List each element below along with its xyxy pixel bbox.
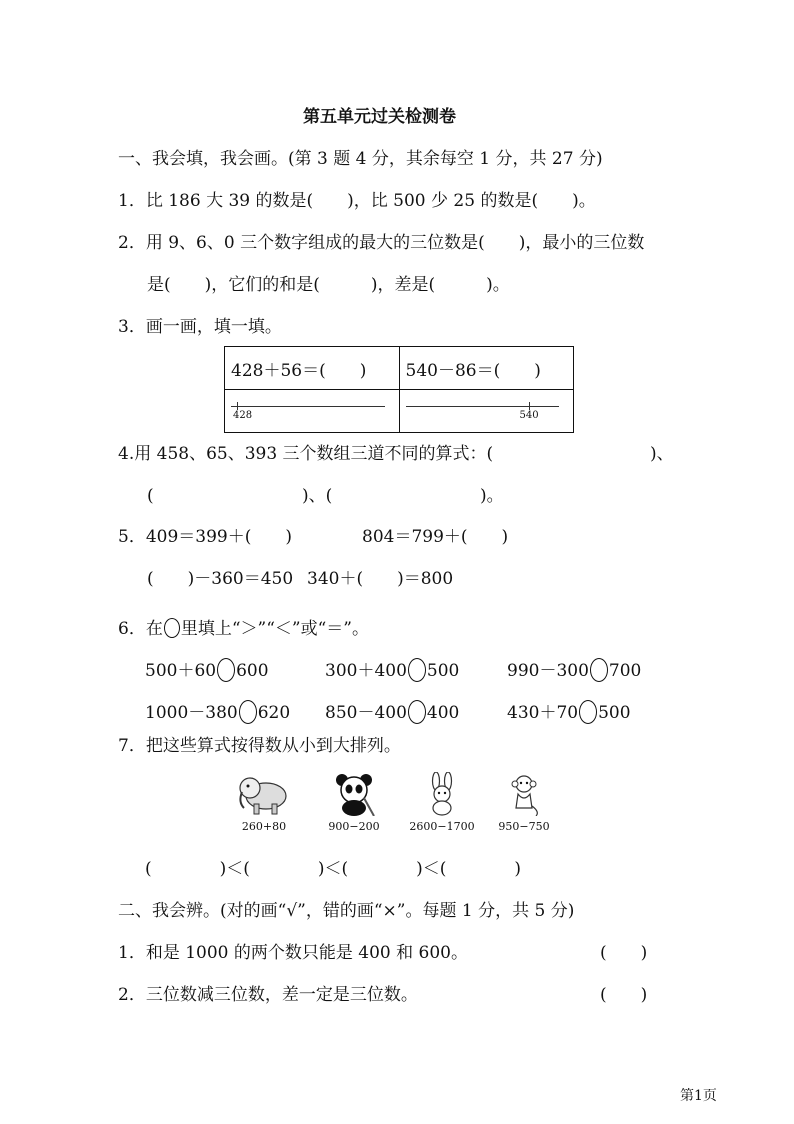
compare-right: 620 [257,703,291,723]
animal-card-elephant [224,772,304,833]
left-number-line [231,390,393,432]
compare-left: 300＋400 [325,661,407,681]
animal-card-panda [314,772,394,833]
animal-card-rabbit [402,772,482,833]
question-1-1: 1．比 186 大 39 的数是( )，比 500 少 25 的数是( )。 [118,191,596,211]
compare-left: 850－400 [325,703,407,723]
compare-left: 1000－380 [145,703,238,723]
compare-item [507,700,631,724]
compare-right: 500 [598,703,631,723]
question-1-5-a: 5．409＝399＋( ) [118,527,292,547]
compare-item [145,700,290,724]
question-1-2-line2: 是( )，它们的和是( )，差是( )。 [147,275,510,295]
question-1-6 [118,618,369,638]
compare-left: 990－300 [507,661,589,681]
compare-item [507,658,641,682]
section1-heading: 一、我会填，我会画。(第 3 题 4 分，其余每空 1 分，共 27 分) [118,149,603,169]
question-1-4-line1: 4.用 458、65、393 三个数组三道不同的算式：( [118,444,494,464]
animal-card-monkey [484,772,564,833]
question-1-5-b: 804＝799＋( ) [362,527,509,547]
animal-expression: 900−200 [328,820,380,833]
right-number-line-label: 540 [519,410,539,421]
compare-oval-input[interactable] [579,700,597,724]
question-1-4-line2-open: ( [147,486,154,506]
compare-item [325,700,459,724]
compare-oval-input[interactable] [217,658,235,682]
left-number-line-label: 428 [233,410,253,421]
right-expression: 540－86＝( ) [399,347,574,390]
compare-right: 700 [608,661,642,681]
compare-left: 430＋70 [507,703,579,723]
compare-left: 500＋60 [145,661,217,681]
question-1-6-prefix: 6．在 [118,619,163,639]
compare-oval-input[interactable] [408,700,426,724]
question-1-4-line1-end: )、 [650,444,674,464]
number-line-table [224,346,574,433]
left-expression: 428＋56＝( ) [225,347,400,390]
compare-item [145,658,269,682]
page-number: 第1页 [680,1088,717,1104]
question-1-3: 3．画一画，填一填。 [118,317,282,337]
question-1-4-line2-end: )。 [480,486,504,506]
compare-right: 600 [236,661,269,681]
question-2-2: 2．三位数减三位数，差一定是三位数。 [118,985,418,1005]
right-number-line-cell [399,390,574,433]
compare-right: 500 [426,661,460,681]
monkey-icon [504,772,544,816]
compare-item [325,658,459,682]
question-1-4-line2-mid: )、( [302,486,333,506]
question-1-5-c: ( )－360＝450 [147,569,294,589]
right-number-line [406,390,568,432]
question-1-2-line1: 2．用 9、6、0 三个数字组成的最大的三位数是( )，最小的三位数 [118,233,645,253]
rabbit-icon [422,772,462,816]
compare-oval-input[interactable] [590,658,608,682]
page-title: 第五单元过关检测卷 [303,107,456,127]
animal-cards [236,772,566,842]
question-1-7-order: ( )＜( )＜( )＜( ) [145,859,522,879]
question-1-7: 7．把这些算式按得数从小到大排列。 [118,736,401,756]
question-1-6-suffix: 里填上“＞”“＜”或“＝”。 [180,619,369,639]
left-number-line-cell [225,390,400,433]
animal-expression: 2600−1700 [409,820,475,833]
animal-expression: 950−750 [498,820,550,833]
compare-oval-input[interactable] [239,700,257,724]
compare-right: 400 [426,703,460,723]
answer-paren-2[interactable]: ( ) [600,985,648,1005]
compare-oval-input[interactable] [408,658,426,682]
panda-icon [330,772,378,816]
animal-expression: 260+80 [241,820,287,833]
question-2-1: 1．和是 1000 的两个数只能是 400 和 600。 [118,943,468,963]
answer-paren-1[interactable]: ( ) [600,943,648,963]
oval-icon [164,618,180,638]
elephant-icon [236,772,292,816]
section2-heading: 二、我会辨。(对的画“√”，错的画“×”。每题 1 分，共 5 分) [118,901,575,921]
question-1-5-d: 340＋( )＝800 [307,569,454,589]
